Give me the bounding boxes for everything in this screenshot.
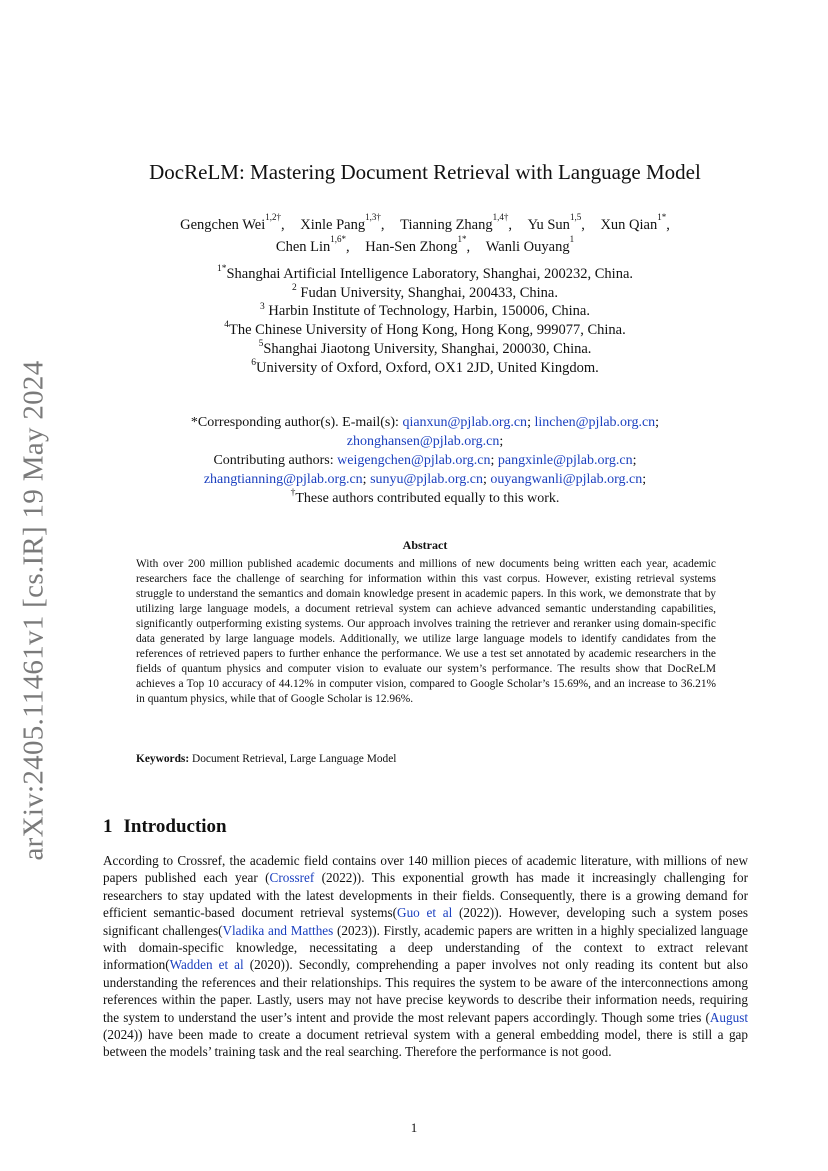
- text-run: ). Firstly, academic papers are written in a highly specialized language with domain-specific knowledge, necessitating a deep understanding of the context to extract relevant information(: [103, 922, 748, 973]
- affiliation: [100, 302, 750, 321]
- citation-year: (2022): [314, 870, 357, 886]
- text-run: ). However, developing such a system poses significant challenges(: [103, 905, 748, 938]
- keywords-line: [136, 752, 716, 767]
- citation-year: (2023): [333, 922, 373, 938]
- author-name: Chen Lin: [275, 239, 331, 255]
- paper-title: DocReLM: Mastering Document Retrieval with Language Model: [149, 160, 701, 184]
- corresponding-label: *Corresponding author(s). E-mail(s):: [190, 415, 403, 430]
- author-name: Xinle Pang: [300, 217, 366, 233]
- author-name: Yu Sun: [527, 217, 570, 233]
- page-number: 1: [410, 1120, 418, 1135]
- author-superscript: 1,4†: [492, 212, 509, 223]
- text-run: ) have been made to create a document retrieval system with a general embedding model, there is still a gap between the models’ training task and the real searching. Therefore the performance is not good.: [103, 1027, 748, 1060]
- citation-year: (2020): [243, 957, 285, 973]
- keywords-label: Keywords:: [136, 753, 190, 765]
- affiliation: [100, 284, 750, 303]
- author-superscript: 1*: [457, 234, 467, 245]
- citation-link[interactable]: Wadden et al: [169, 957, 244, 973]
- affiliation-text: The Chinese University of Hong Kong, Hong Kong, 999077, China.: [229, 322, 626, 339]
- author: [485, 234, 575, 255]
- contact-block: [100, 413, 750, 508]
- section-heading: [103, 816, 227, 838]
- affiliation: [100, 265, 750, 284]
- citation-link[interactable]: Guo et al: [397, 905, 453, 921]
- text-run: According to Crossref, the academic field contains over 140 million pieces of academic literature, with millions of new papers published each year (: [103, 853, 748, 886]
- citation-link[interactable]: Crossref: [269, 870, 315, 886]
- author: Xun Qian$^{1*}$,: [600, 212, 670, 233]
- email-link[interactable]: ouyangwanli@pjlab.org.cn: [490, 472, 643, 487]
- text-run: ). Secondly, comprehending a paper involves not only reading its content but also understanding the references and their relationships. This requires the system to be aware of the interconnections among references within the paper. Lastly, users may not have precise keywords to describe their information needs, requiring the system to understand the user’s intent and provide the most relevant papers accordingly. Though some tries (: [103, 957, 748, 1025]
- citation-link[interactable]: August: [709, 1009, 748, 1025]
- email-link[interactable]: linchen@pjlab.org.cn: [534, 415, 656, 430]
- text-run: ). This exponential growth has made it increasingly challenging for researchers to stay updated with the latest developments in their fields. Consequently, there is a growing demand for efficient semantic-based document retrieval systems(: [103, 870, 748, 921]
- author-name: Gengchen Wei: [180, 217, 266, 233]
- arxiv-identifier-stamp: [8, 360, 60, 860]
- affiliation-mark: 4: [224, 320, 230, 331]
- author-superscript: 1,2†: [265, 212, 282, 223]
- author: Gengchen Wei$^{1,2\dagger}$,: [180, 212, 285, 233]
- email-link[interactable]: weigengchen@pjlab.org.cn: [337, 453, 491, 468]
- author-name: Wanli Ouyang: [485, 239, 570, 255]
- author-superscript: 1,5: [569, 212, 582, 223]
- email-link[interactable]: qianxun@pjlab.org.cn: [402, 415, 528, 430]
- author-name: Han-Sen Zhong: [365, 239, 458, 255]
- affiliation-mark: 3: [260, 301, 265, 312]
- keywords-text: Document Retrieval, Large Language Model: [189, 753, 397, 765]
- corresponding-line-cont: zhonghansen@pjlab.org.cn;: [346, 434, 504, 449]
- author-superscript: 1,3†: [365, 212, 381, 223]
- citation-year: (2024): [103, 1027, 139, 1043]
- affiliation-text: Fudan University, Shanghai, 200433, China.: [296, 284, 558, 301]
- affiliation-text: Shanghai Jiaotong University, Shanghai, 200030, China.: [263, 340, 592, 357]
- author-superscript: 1*: [657, 212, 667, 223]
- affiliation-text: University of Oxford, Oxford, OX1 2JD, United Kingdom.: [256, 359, 599, 376]
- introduction-paragraph: [103, 852, 748, 1061]
- arxiv-id: arXiv:2405.11461v1 [cs.IR] 19 May 2024: [17, 359, 50, 861]
- author-list: [100, 214, 750, 258]
- equal-contribution-text: These authors contributed equally to this work.: [295, 491, 560, 506]
- abstract-heading: Abstract: [402, 538, 448, 552]
- affiliation-text: Harbin Institute of Technology, Harbin, 150006, China.: [264, 303, 590, 320]
- author-name: Xun Qian: [600, 217, 658, 233]
- affiliation-mark: 1*: [216, 264, 227, 275]
- affiliation-mark: 6: [251, 357, 256, 368]
- affiliation: [100, 359, 750, 378]
- contributing-label: Contributing authors:: [213, 453, 338, 468]
- author-name: Tianning Zhang: [400, 217, 493, 233]
- contributing-line-cont: zhangtianning@pjlab.org.cn; sunyu@pjlab.org.cn; ouyangwanli@pjlab.org.cn;: [203, 472, 647, 487]
- affiliation-text: Shanghai Artificial Intelligence Laboratory, Shanghai, 200232, China.: [226, 266, 634, 282]
- section-title-text: Introduction: [123, 816, 227, 837]
- author: Yu Sun$^{1,5}$,: [527, 212, 585, 233]
- affiliation: [100, 321, 750, 340]
- author: Tianning Zhang$^{1,4\dagger}$,: [400, 212, 512, 233]
- author: Chen Lin$^{1,6*}$,: [275, 234, 350, 255]
- contributing-line: Contributing authors: weigengchen@pjlab.org.cn; pangxinle@pjlab.org.cn;: [213, 453, 637, 468]
- affiliation-list: [100, 265, 750, 377]
- email-link[interactable]: sunyu@pjlab.org.cn: [370, 472, 484, 487]
- author: Xinle Pang$^{1,3\dagger}$,: [300, 212, 385, 233]
- equal-contribution-note: [100, 489, 750, 508]
- email-link[interactable]: zhonghansen@pjlab.org.cn: [346, 434, 500, 449]
- abstract-text: With over 200 million published academic documents and millions of new documents being written each year, academic researchers face the challenge of searching for information within this vast corpus. However, existing retrieval systems struggle to understand the semantics and domain knowledge present in academic papers. In this work, we demonstrate that by utilizing large language models, a document retrieval system can achieve advanced semantic understanding capabilities, significantly outperforming existing systems. Our approach involves training the retriever and reranker using domain-specific data generated by large language models. Additionally, we utilize large language models to identify candidates from the references of retrieved papers to further enhance the performance. We use a test set annotated by academic researchers in the fields of quantum physics and computer vision to evaluate our system’s performance. The results show that DocReLM achieves a Top 10 accuracy of 44.12% in computer vision, compared to Google Scholar’s 15.69%, and an increase to 36.21% in quantum physics, while that of Google Scholar is 12.96%.: [136, 558, 716, 705]
- email-link[interactable]: zhangtianning@pjlab.org.cn: [203, 472, 363, 487]
- corresponding-line: *Corresponding author(s). E-mail(s): qianxun@pjlab.org.cn; linchen@pjlab.org.cn;: [190, 415, 660, 430]
- affiliation-mark: 2: [292, 282, 297, 293]
- email-link[interactable]: pangxinle@pjlab.org.cn: [497, 453, 633, 468]
- affiliation: [100, 340, 750, 359]
- affiliation-mark: 5: [258, 339, 264, 350]
- citation-link[interactable]: Vladika and Matthes: [222, 922, 334, 938]
- author: Han-Sen Zhong$^{1*}$,: [365, 234, 471, 255]
- section-number: 1: [103, 816, 113, 837]
- author-superscript: 1,6*: [330, 234, 347, 245]
- author-superscript: 1: [569, 234, 575, 245]
- dagger-mark: †: [290, 488, 296, 499]
- citation-year: (2022): [452, 905, 495, 921]
